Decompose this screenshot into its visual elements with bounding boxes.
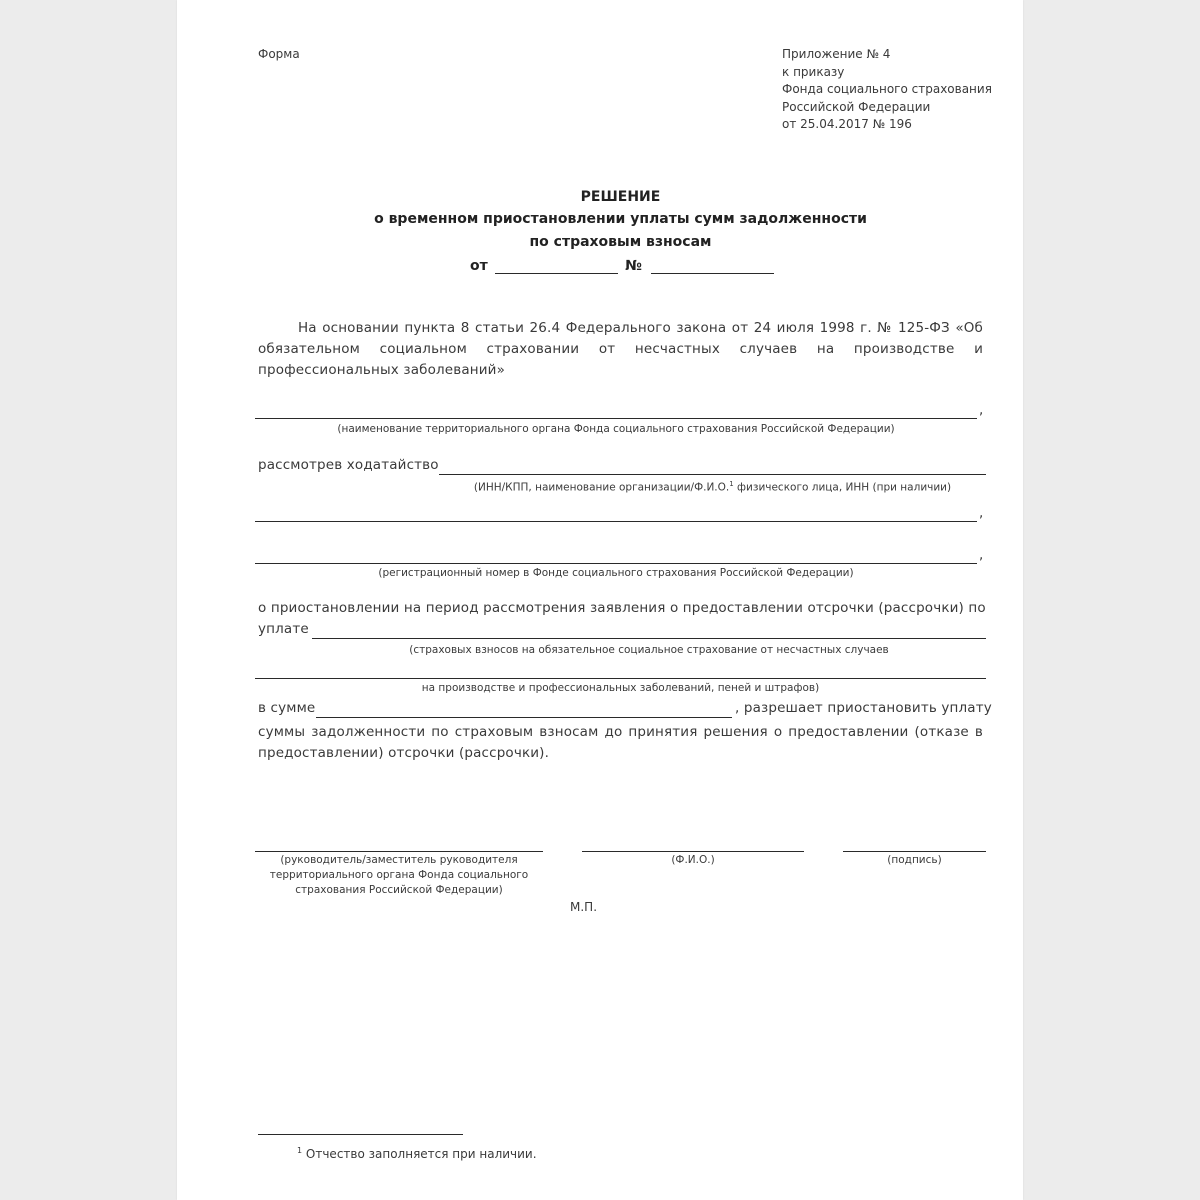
closing-paragraph bbox=[258, 722, 983, 764]
contribution-caption-2: на производстве и профессиональных заболеваний, пеней и штрафов) bbox=[421, 682, 820, 694]
sum-tail: , разрешает приостановить уплату bbox=[735, 700, 992, 716]
territorial-body-field[interactable] bbox=[255, 418, 977, 419]
number-label: № bbox=[625, 258, 642, 274]
sum-field[interactable] bbox=[316, 717, 732, 718]
intro-line: На основании пункта 8 статьи 26.4 Федерального закона от 24 июля 1998 г. № 125-ФЗ «Об bbox=[298, 320, 983, 336]
suspension-line: о приостановлении на период рассмотрения заявления о предоставлении отсрочки (рассрочки) по bbox=[258, 600, 986, 616]
form-label: Форма bbox=[258, 47, 300, 61]
applicant-field-continued[interactable] bbox=[255, 521, 977, 522]
appendix-block bbox=[782, 46, 992, 134]
intro-line: профессиональных заболеваний» bbox=[258, 362, 506, 378]
comma: , bbox=[979, 402, 984, 418]
date-field[interactable] bbox=[495, 273, 618, 274]
document-page bbox=[177, 0, 1023, 1200]
appendix-line: от 25.04.2017 № 196 bbox=[782, 117, 912, 132]
contribution-field-continued[interactable] bbox=[255, 678, 986, 679]
applicant-caption: (ИНН/КПП, наименование организации/Ф.И.О.$^1$ физического лица, ИНН (при наличии) bbox=[473, 480, 952, 494]
footnote-separator bbox=[258, 1134, 463, 1135]
considered-label: рассмотрев ходатайство bbox=[258, 457, 439, 473]
footnote: $^1$ Отчество заполняется при наличии. bbox=[297, 1146, 537, 1161]
stamp-label: М.П. bbox=[570, 900, 598, 914]
appendix-line: Фонда социального страхования bbox=[782, 82, 992, 97]
registration-number-caption: (регистрационный номер в Фонде социального страхования Российской Федерации) bbox=[378, 567, 854, 579]
closing-line: предоставлении) отсрочки (рассрочки). bbox=[258, 745, 550, 761]
appendix-line: к приказу bbox=[782, 64, 845, 79]
head-position-caption: (руководитель/заместитель руководителя территориального органа Фонда социального страхования Российской Федерации) bbox=[269, 854, 529, 896]
contribution-field[interactable] bbox=[312, 638, 986, 639]
doc-subtitle-2: по страховым взносам bbox=[529, 234, 712, 250]
fio-caption: (Ф.И.О.) bbox=[671, 854, 715, 866]
suspension-label: уплате bbox=[258, 621, 309, 637]
applicant-field[interactable] bbox=[439, 474, 986, 475]
contribution-caption-1: (страховых взносов на обязательное социальное страхование от несчастных случаев bbox=[409, 644, 889, 656]
comma: , bbox=[979, 505, 984, 521]
closing-line: суммы задолженности по страховым взносам до принятия решения о предоставлении (отказе в bbox=[258, 724, 983, 740]
head-position-field[interactable] bbox=[255, 851, 543, 852]
signature-caption: (подпись) bbox=[887, 854, 942, 866]
appendix-line: Российской Федерации bbox=[782, 99, 931, 114]
doc-subtitle-1: о временном приостановлении уплаты сумм задолженности bbox=[374, 211, 867, 227]
registration-number-field[interactable] bbox=[255, 563, 977, 564]
doc-title: РЕШЕНИЕ bbox=[580, 189, 661, 205]
territorial-body-caption: (наименование территориального органа Фонда социального страхования Российской Федерации) bbox=[337, 423, 895, 435]
appendix-line: Приложение № 4 bbox=[782, 47, 891, 61]
number-field[interactable] bbox=[651, 273, 774, 274]
signature-field[interactable] bbox=[843, 851, 986, 852]
intro-line: обязательном социальном страховании от несчастных случаев на производстве и bbox=[258, 341, 983, 357]
date-label: от bbox=[470, 258, 488, 274]
fio-field[interactable] bbox=[582, 851, 804, 852]
suspension-paragraph bbox=[258, 598, 986, 640]
intro-paragraph bbox=[258, 318, 983, 381]
comma: , bbox=[979, 547, 984, 563]
sum-label: в сумме bbox=[258, 700, 316, 716]
